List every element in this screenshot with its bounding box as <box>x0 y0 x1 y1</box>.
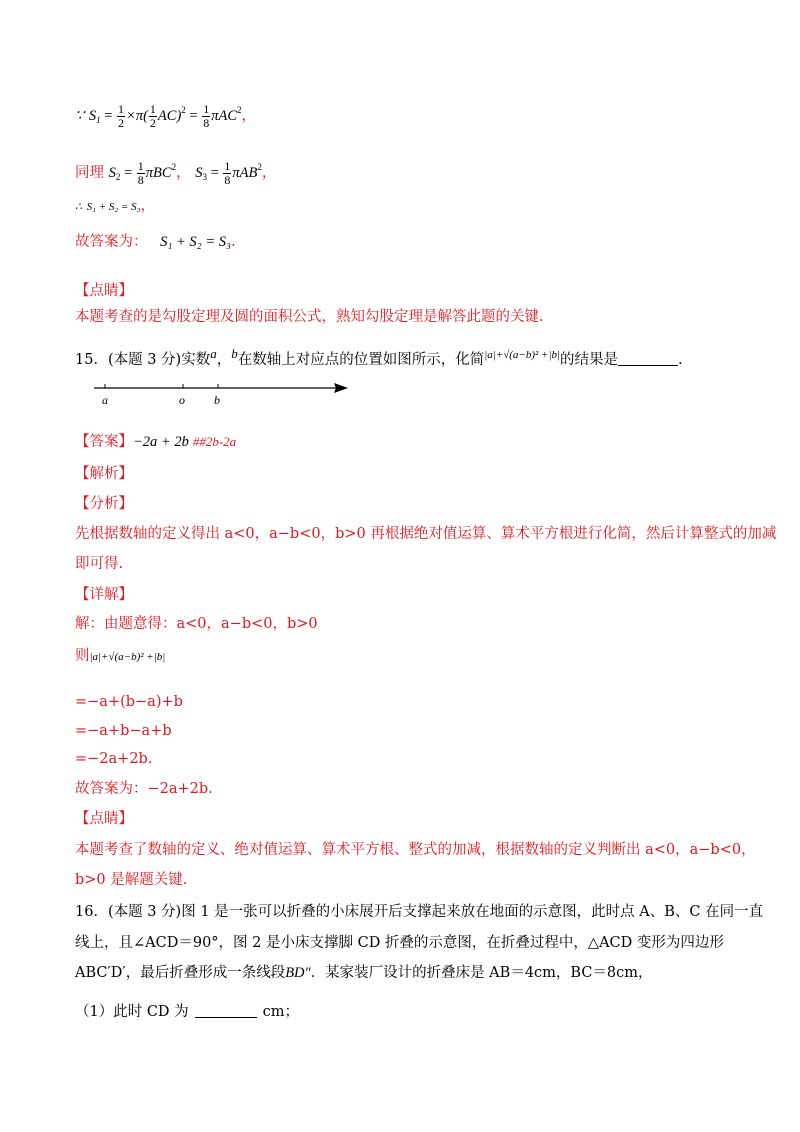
axis-label-o: o <box>179 393 185 407</box>
analysis-header: 【解析】 <box>75 466 133 482</box>
comment-body: 本题考查的是勾股定理及圆的面积公式，熟知勾股定理是解答此题的关键. <box>75 309 544 325</box>
question-15-stem: 15．(本题 3 分)实数a，b在数轴上对应点的位置如图所示，化简$^{|a|+√(a-b)^2 +|b|}$的结果是 . <box>75 346 683 368</box>
formula-s2-s3: 同理 $S_2$ = $\frac{1}{8}$ πBC$^2$， $S_3$ = $\frac{1}{8}$ πAB$^2$， <box>75 158 277 187</box>
fenxi-line-1: 先根据数轴的定义得出 a<0，a−b<0，b>0 再根据绝对值运算、算术平方根进行化简，然后计算整式的加减 <box>75 526 777 542</box>
axis-label-b: b <box>214 393 220 407</box>
answer-blank-cd <box>195 1003 257 1018</box>
question-16-part-1: （1）此时 CD 为 cm； <box>75 1004 300 1020</box>
because-symbol: ∵ <box>75 108 85 124</box>
fraction-eighth: $\frac{1}{8}$ <box>203 101 210 130</box>
fenxi-line-2: 即可得. <box>75 556 124 572</box>
fraction-eighth: $\frac{1}{8}$ <box>224 158 231 187</box>
answer-line-14: 故答案为： S₁ + S₂ = S₃. <box>75 234 236 250</box>
comment2-header: 【点睛】 <box>75 811 133 827</box>
fenxi-header: 【分析】 <box>75 496 133 512</box>
answer-blank <box>618 351 678 366</box>
formula-conclusion: ∴ S₁ + S₂ = S₃， <box>75 198 155 214</box>
detail-line-1: 解：由题意得：a<0，a−b<0，b>0 <box>75 616 318 632</box>
step-2: =−a+b−a+b <box>75 723 172 739</box>
question-16-line-1: 16．(本题 3 分)图 1 是一张可以折叠的小床展开后支撑起来放在地面的示意图，此时点 A、B、C 在同一直 <box>75 904 764 920</box>
detail-header: 【详解】 <box>75 587 133 603</box>
detail-line-2: 则|a|+√(a−b)² +|b| <box>75 648 166 664</box>
step-1: =−a+(b−a)+b <box>75 694 183 710</box>
comment2-line-2: b>0 是解题关键. <box>75 872 188 888</box>
fraction-half: $\frac{1}{2}$ <box>149 101 156 130</box>
formula-s1: ∵ $S_1$ = $\frac{1}{2}$ ×π( $\frac{1}{2}$ AC)$^2$ = $\frac{1}{8}$ πAC$^2$， <box>75 101 257 130</box>
number-line <box>92 378 352 408</box>
comment-header: 【点睛】 <box>75 283 133 299</box>
final-answer-15: 故答案为：−2a+2b. <box>75 781 213 797</box>
step-3: =−2a+2b. <box>75 751 153 767</box>
fraction-half: $\frac{1}{2}$ <box>118 101 125 130</box>
question-16-line-3: ABC′D′，最后折叠形成一条线段BD″．某家装厂设计的折叠床是 AB＝4cm，BC＝8cm， <box>75 965 653 981</box>
axis-label-a: a <box>102 393 108 407</box>
simplify-expression: |a|+√(a−b)² +|b| <box>484 349 560 361</box>
answer-15: 【答案】−2a + 2b ##2b-2a <box>75 434 237 450</box>
question-16-line-2: 线上，且∠ACD＝90°，图 2 是小床支撑脚 CD 折叠的示意图，在折叠过程中，△ACD 变形为四边形 <box>75 935 724 951</box>
comment2-line-1: 本题考查了数轴的定义、绝对值运算、算术平方根、整式的加减，根据数轴的定义判断出 a<0，a−b<0， <box>75 842 756 858</box>
fraction-eighth: $\frac{1}{8}$ <box>137 158 144 187</box>
